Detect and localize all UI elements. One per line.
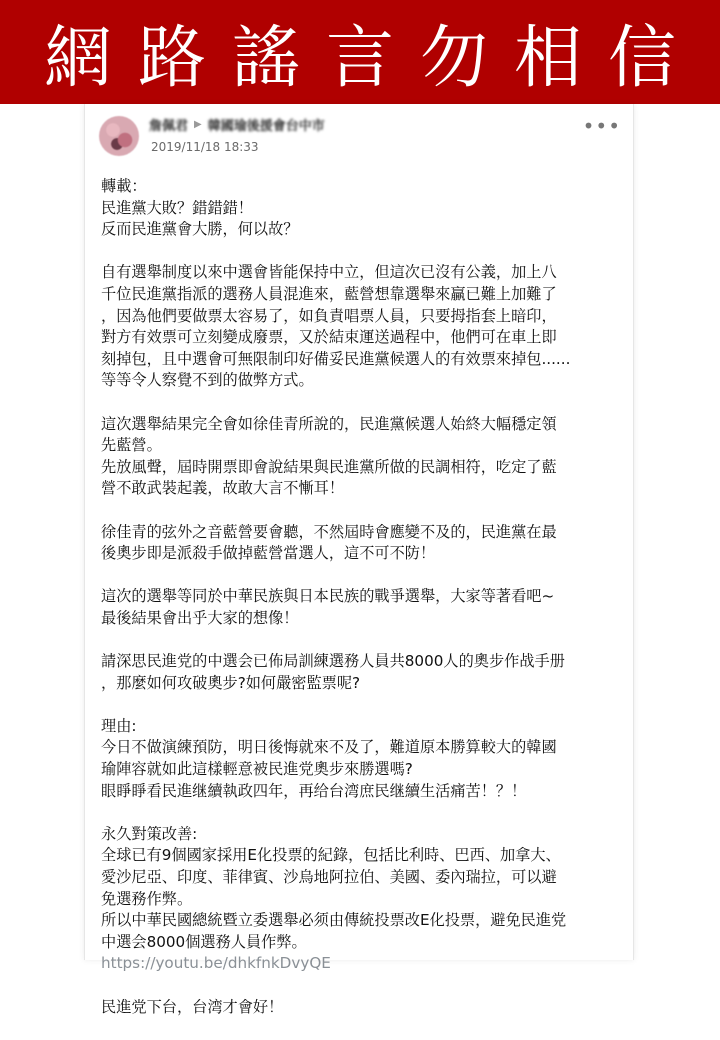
post-text-line: 自有選舉制度以來中選會皆能保持中立，但這次已沒有公義，加上八 [101, 263, 557, 282]
post-body [101, 176, 621, 1040]
post-text-line: 民進黨大敗？錯錯錯！ [101, 198, 253, 217]
post-paragraph [101, 997, 621, 1019]
post-paragraph [101, 176, 621, 241]
post-text-line: 刻掉包，且中選會可無限制印好備妥民進黨候選人的有效票來掉包...... [101, 349, 571, 368]
post-text-line: 最後結果會出乎大家的想像！ [101, 608, 299, 627]
post-timestamp[interactable]: 2019/11/18 18:33 [151, 140, 259, 154]
post-text-line: 請深思民進党的中選会已佈局訓練選務人員共8000人的奧步作战手册 [101, 652, 565, 671]
post-text-line: 眼睜睜看民進继續執政四年，再给台湾庶民继續生活痛苦！？！ [101, 781, 527, 800]
caret-right-icon: ▶ [194, 119, 202, 130]
post-text-line: 全球已有9個國家採用E化投票的紀錄，包括比利時、巴西、加拿大、 [101, 846, 561, 865]
post-paragraph [101, 414, 621, 500]
author-name[interactable]: 詹佩君 [149, 119, 189, 134]
post-text-line: 徐佳青的弦外之音藍營要會聽，不然屆時會應變不及的，民進黨在最 [101, 522, 557, 541]
group-name[interactable]: 韓國瑜後援會台中市 [207, 119, 325, 134]
post-text-line: 民進党下台，台湾才會好！ [101, 997, 284, 1016]
post-text-line: 中選会8000個選務人員作弊。 [101, 932, 307, 951]
post-text-line: ，因為他們要做票太容易了，如負責唱票人員，只要拇指套上暗印， [101, 306, 557, 325]
post-text-line: 今日不做演練預防，明日後悔就來不及了，難道原本勝算較大的韓國 [101, 738, 557, 757]
post-text-line: 先放風聲，屆時開票即會說結果與民進黨所做的民調相符，吃定了藍 [101, 457, 557, 476]
youtube-link[interactable]: https://youtu.be/dhkfnkDvyQE [101, 954, 331, 973]
post-text-line: 後奧步即是派殺手做掉藍營當選人，這不可不防！ [101, 544, 436, 563]
post-text-line: 愛沙尼亞、印度、菲律賓、沙烏地阿拉伯、美國、委內瑞拉，可以避 [101, 868, 557, 886]
post-text-line: 理由: [101, 716, 137, 735]
post-text-line: 這次的選舉等同於中華民族與日本民族的戰爭選舉，大家等著看吧~ [101, 587, 555, 606]
post-text-line: 轉載： [101, 177, 147, 195]
post-text-line: 永久對策改善: [101, 824, 198, 843]
post-paragraph [101, 651, 621, 694]
post-author-row [149, 115, 325, 134]
post-text-line: 千位民進黨指派的選務人員混進來，藍營想靠選舉來贏已難上加難了 [101, 284, 557, 303]
post-header [85, 104, 633, 164]
post-text-line: ，那麼如何攻破奧步?如何嚴密監票呢? [101, 673, 361, 692]
post-text-line: 等等令人察覺不到的做弊方式。 [101, 371, 314, 390]
avatar[interactable] [99, 116, 139, 156]
post-text-line: 這次選舉結果完全會如徐佳青所說的，民進黨候選人始終大幅穩定領 [101, 414, 557, 433]
post-paragraph [101, 716, 621, 802]
post-text-line: 反而民進黨會大勝，何以故？ [101, 220, 299, 239]
post-text-line: 免選務作弊。 [101, 889, 193, 908]
post-paragraph [101, 262, 621, 392]
post-text-line: 所以中華民國總統暨立委選舉必须由傳統投票改E化投票，避免民進党 [101, 911, 567, 930]
post-text-line: 瑜陣容就如此這樣輕意被民進党奧步來勝選嗎? [101, 760, 413, 779]
post-paragraph [101, 522, 621, 565]
warning-banner [0, 0, 720, 104]
post-text-line: 先藍營。 [101, 436, 162, 455]
post-text-line: 對方有效票可立刻變成廢票，又於結束運送過程中，他們可在車上即 [101, 328, 557, 347]
more-horizontal-icon[interactable]: ••• [582, 114, 621, 138]
post-text-line: 營不敢武裝起義，故敢大言不慚耳！ [101, 479, 344, 498]
post-paragraph [101, 824, 621, 975]
banner-title: 網路謠言勿相信 [43, 18, 702, 98]
facebook-post [84, 104, 634, 1016]
post-paragraph [101, 586, 621, 629]
